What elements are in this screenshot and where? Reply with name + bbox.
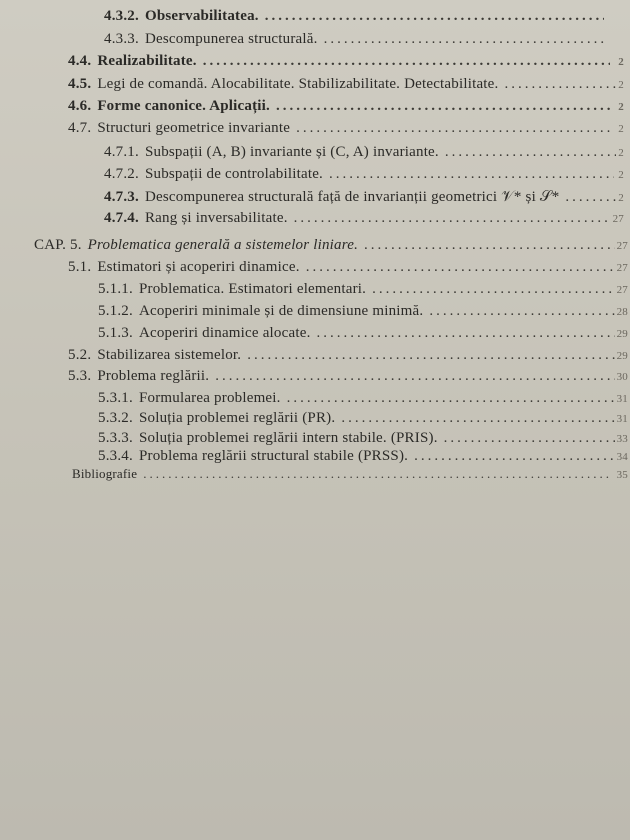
toc-number: 4.7.4. [104,210,139,226]
toc-number: 5.3.2. [98,410,133,426]
toc-number: 4.5. [68,76,92,92]
toc-title: Problematica generală a sistemelor liniare. [87,237,359,253]
toc-page: 2 [618,169,624,181]
toc-leader [247,347,614,364]
toc-number: 5.2. [68,347,92,363]
toc-title: Estimatori și acoperiri dinamice. [97,259,300,275]
toc-page: 29 [616,328,628,340]
toc-title: Stabilizarea sistemelor. [97,347,242,363]
toc-title: Acoperiri dinamice alocate. [138,325,311,341]
toc-title: Forme canonice. Aplicații. [97,98,270,114]
toc-page: 2 [618,147,624,159]
toc-number: 5.1.1. [98,281,133,297]
toc-entry [98,325,628,342]
toc-leader [276,98,612,115]
toc-leader [317,325,615,342]
toc-leader [324,31,606,48]
toc-page: 27 [616,240,628,252]
toc-number: 4.7.2. [104,166,139,182]
toc-page: 31 [616,393,628,405]
toc-number: 5.3. [68,368,92,384]
toc-entry [104,144,624,161]
toc-title: Descompunerea structurală față de invarianții geometrici 𝒱* și 𝒮* [144,189,560,205]
toc-leader [372,281,615,298]
toc-number: 5.1. [68,259,92,275]
toc-title: Subspații (A, B) invariante și (C, A) invariante. [144,144,439,160]
toc-number: 4.7.3. [104,189,139,205]
toc-entry [68,120,624,137]
toc-leader [414,448,614,465]
toc-leader [294,210,611,227]
toc-title: Problema reglării. [97,368,210,384]
toc-entry [104,8,616,25]
toc-page: 29 [616,350,628,362]
toc-entry [68,259,628,276]
toc-entry [68,98,624,115]
toc-entry [98,430,628,447]
toc-entry [68,53,624,70]
toc-entry [104,188,624,206]
toc-page: 2 [618,101,624,113]
toc-leader [429,303,614,320]
toc-title: Structuri geometrice invariante [97,120,291,136]
toc-leader [265,8,605,25]
toc-entry [98,390,628,407]
toc-leader [364,237,615,254]
toc-number: 4.4. [68,53,92,69]
toc-leader [565,189,616,206]
toc-page: 34 [616,451,628,463]
toc-entry [98,303,628,320]
toc-page: 2 [618,123,624,135]
toc-number: 4.3.3. [104,31,139,47]
toc-leader [215,368,614,385]
toc-leader [504,76,616,93]
toc-leader [445,144,616,161]
toc-title: Observabilitatea. [144,8,259,24]
toc-title: Realizabilitate. [97,53,197,69]
toc-number: 4.7. [68,120,92,136]
chapter-heading [34,237,628,254]
toc-title: Descompunerea structurală. [144,31,318,47]
toc-title: Problema reglării structural stabile (PRSS). [138,448,409,464]
toc-title: Soluția problemei reglării (PR). [138,410,336,426]
toc-entry [104,210,624,227]
toc-title: Formularea problemei. [138,390,281,406]
toc-page: 2 [618,192,624,204]
toc-title: Problematica. Estimatori elementari. [138,281,367,297]
toc-title: Subspații de controlabilitate. [144,166,323,182]
toc-entry [98,410,628,427]
toc-entry [68,368,628,385]
toc-leader [203,53,611,70]
toc-entry [68,76,624,93]
toc-entry [98,448,628,465]
toc-page: 2 [618,79,624,91]
toc-title: Bibliografie [72,466,138,481]
toc-page: 27 [616,284,628,296]
toc-number: 4.3.2. [104,8,139,24]
toc-number: 5.1.2. [98,303,133,319]
toc-leader [329,166,614,183]
toc-leader [143,466,611,482]
toc-page: 31 [616,413,628,425]
toc-entry [98,281,628,298]
toc-number: 5.3.1. [98,390,133,406]
toc-entry [104,31,616,48]
toc-leader [287,390,615,407]
toc-number: 5.3.3. [98,430,133,446]
toc-page: 35 [616,469,628,481]
toc-number: 4.7.1. [104,144,139,160]
toc-title: Acoperiri minimale și de dimensiune minimă. [138,303,424,319]
toc-entry [68,347,628,364]
toc-page: 27 [616,262,628,274]
toc-page: 27 [612,213,624,225]
toc-title: Legi de comandă. Alocabilitate. Stabilizabilitate. Detectabilitate. [97,76,499,92]
toc-entry [104,166,624,183]
toc-title: Rang și inversabilitate. [144,210,288,226]
toc-page: 28 [616,306,628,318]
toc-number: 4.6. [68,98,92,114]
toc-page: 33 [616,433,628,445]
toc-leader [306,259,615,276]
toc-leader [296,120,613,137]
toc-number: 5.1.3. [98,325,133,341]
toc-leader [444,430,615,447]
toc-title: Soluția problemei reglării intern stabile. (PRIS). [138,430,438,446]
toc-number: CAP. 5. [34,237,82,253]
toc-entry-bibliography [72,466,628,482]
toc-leader [341,410,614,427]
toc-page: 2 [618,56,624,68]
toc-page: 30 [616,371,628,383]
toc-number: 5.3.4. [98,448,133,464]
